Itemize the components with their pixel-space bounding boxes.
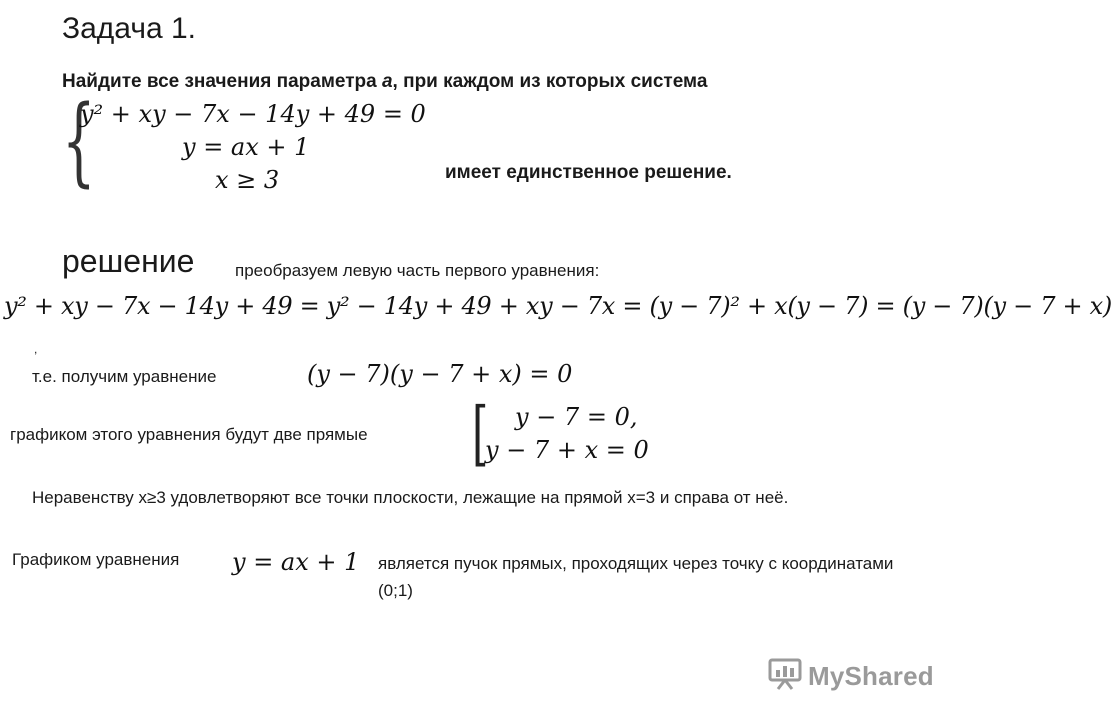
system-equation-2: y = ax + 1 bbox=[182, 133, 310, 161]
graph2-text: Графиком уравнения bbox=[12, 550, 180, 569]
watermark-logo bbox=[768, 657, 934, 696]
line-equation-1: y − 7 = 0, bbox=[515, 403, 638, 431]
logo-text: MyShared bbox=[808, 661, 934, 691]
inequality-text: Неравенству x≥3 удовлетворяют все точки плоскости, лежащие на прямой x=3 и справа от неё. bbox=[32, 488, 789, 507]
union-bracket: [ bbox=[472, 392, 489, 474]
line-family-equation: y = ax + 1 bbox=[232, 548, 360, 576]
factorization-equation: y² + xy − 7x − 14y + 49 = y² − 14y + 49 + xy − 7x = (y − 7)² + x(y − 7) = (y − 7)(y − 7 + x) bbox=[4, 292, 1112, 320]
task-text-after: , при каждом из которых система bbox=[392, 71, 708, 92]
ie-text: т.е. получим уравнение bbox=[32, 367, 217, 386]
system-equation-3: x ≥ 3 bbox=[215, 166, 280, 194]
stray-comma: , bbox=[34, 342, 38, 356]
line-equation-2: y − 7 + x = 0 bbox=[485, 436, 649, 464]
unique-solution-text: имеет единственное решение. bbox=[445, 162, 732, 183]
pencil-of-lines-text: является пучок прямых, проходящих через точку с координатами (0;1) bbox=[378, 554, 894, 600]
factored-equation: (y − 7)(y − 7 + x) = 0 bbox=[307, 360, 573, 388]
transform-note: преобразуем левую часть первого уравнения: bbox=[235, 261, 600, 280]
task-statement bbox=[62, 71, 707, 93]
task-text-before: Найдите все значения параметра bbox=[62, 71, 382, 92]
system-equation-1: y² + xy − 7x − 14y + 49 = 0 bbox=[80, 100, 426, 128]
graph-text: графиком этого уравнения будут две прямые bbox=[10, 425, 368, 444]
slide-title: Задача 1. bbox=[62, 12, 197, 45]
system-brace: { bbox=[62, 85, 96, 197]
task-param: a bbox=[381, 71, 393, 92]
presentation-board-icon bbox=[768, 657, 802, 696]
solution-heading: решение bbox=[62, 243, 195, 279]
